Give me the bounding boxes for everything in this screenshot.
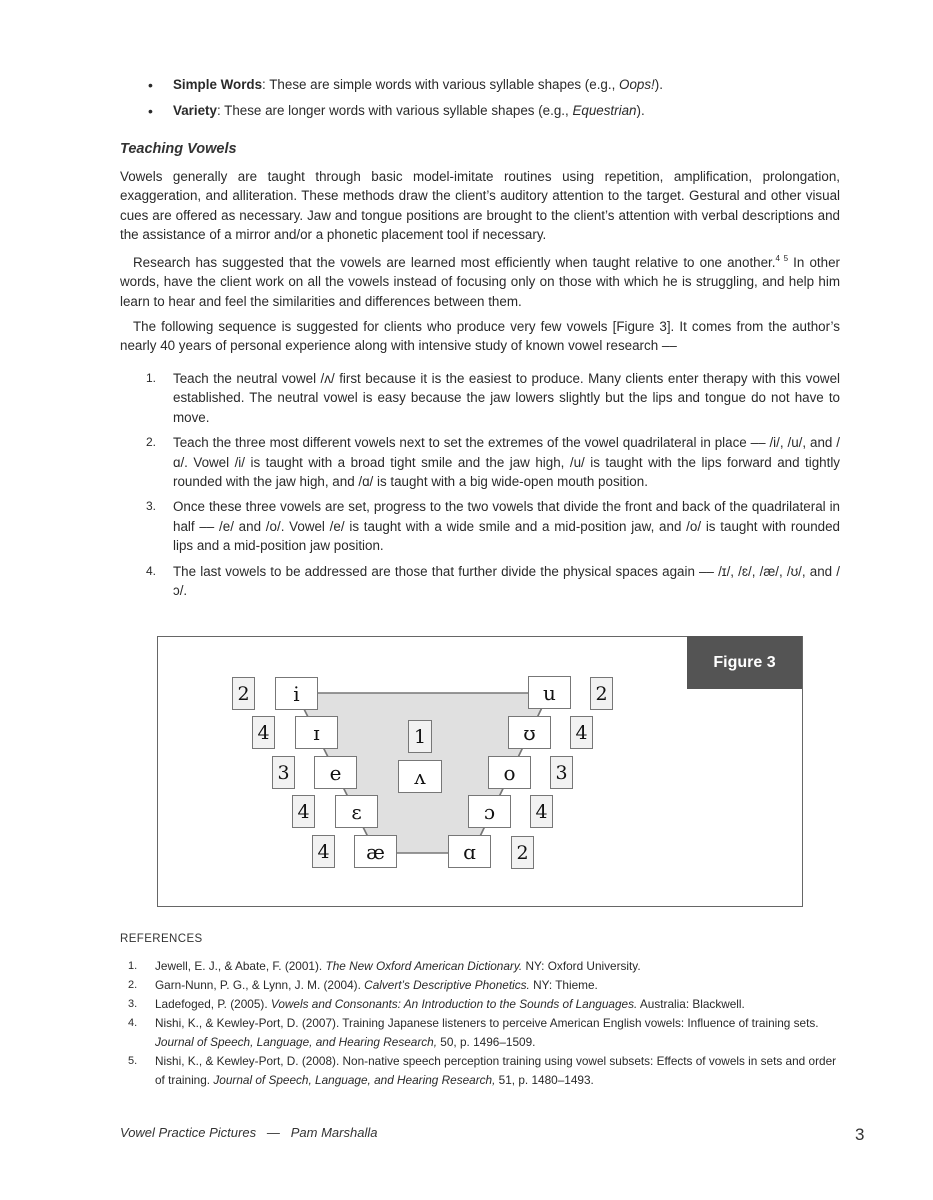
vowel-box-upsilon: ʊ <box>508 716 551 749</box>
reference-item: 4. Nishi, K., & Kewley-Port, D. (2007). Training Japanese listeners to perceive American English vowels: Influence of training sets. Journal of Speech, Language, and Hearing Research, 50, p. 1496–1509. <box>128 1016 819 1049</box>
bullet-item: • Variety: These are longer words with various syllable shapes (e.g., Equestrian). <box>148 103 645 119</box>
vowel-box-open-o: ɔ <box>468 795 511 828</box>
reference-item: 1. Jewell, E. J., & Abate, F. (2001). The New Oxford American Dictionary. NY: Oxford University. <box>128 959 641 973</box>
vowel-box-e: e <box>314 756 357 789</box>
vowel-box-ae: æ <box>354 835 397 868</box>
list-item: 4. The last vowels to be addressed are those that further divide the physical spaces again –– /ɪ/, /ɛ/, /æ/, /ʊ/, and /ɔ/. <box>146 563 840 599</box>
book-title: Vowel Practice Pictures <box>120 1125 257 1140</box>
order-badge: 1 <box>408 720 432 753</box>
section-heading: Teaching Vowels <box>120 141 237 157</box>
author-name: Pam Marshalla <box>290 1125 378 1140</box>
bullet-term: Variety <box>173 103 217 118</box>
order-badge: 4 <box>252 716 275 749</box>
references-list <box>128 957 843 1090</box>
vowel-box-u: u <box>528 676 571 709</box>
vowel-box-i: i <box>275 677 318 710</box>
list-item: 1. Teach the neutral vowel /ʌ/ first because it is the easiest to produce. Many clients enter therapy with this vowel established. The neutral vowel is easy because the jaw lowers slightly but the lips and tongue do not have to move. <box>146 371 840 425</box>
footnote-ref[interactable]: 4 5 <box>775 254 789 263</box>
order-badge: 4 <box>530 795 553 828</box>
reference-item: 5. Nishi, K., & Kewley-Port, D. (2008). Non-native speech perception training using vowel subsets: Effects of vowels in sets and order of training. Journal of Speech, Language, and Hearing Research, 51, p. 1480–1493. <box>128 1054 837 1087</box>
bullet-term: Simple Words <box>173 77 263 92</box>
bullet-dot-icon: • <box>148 103 153 119</box>
reference-item: 2. Garn-Nunn, P. G., & Lynn, J. M. (2004). Calvert’s Descriptive Phonetics. NY: Thieme. <box>128 978 598 992</box>
page-footer <box>120 1125 377 1140</box>
vowel-box-o: o <box>488 756 531 789</box>
paragraph: Research has suggested that the vowels are learned most efficiently when taught relative to one another.$^{4 5}$ In other words, have the client work on all the vowels instead of focusing only on those with which he is struggling, and help him learn to hear and feel the similarities and differences between them. <box>120 254 841 309</box>
vowel-box-wedge: ʌ <box>398 760 442 793</box>
list-item: 3. Once these three vowels are set, progress to the two vowels that divide the front and back of the quadrilateral in half –– /e/ and /o/. Vowel /e/ is taught with a wide smile and a mid-position jaw, and /o/ is taught with rounded lips and a mid-position jaw position. <box>146 499 840 554</box>
references-heading: REFERENCES <box>120 933 203 945</box>
order-badge: 3 <box>272 756 295 789</box>
page-number: 3 <box>855 1125 865 1144</box>
list-item: 2. Teach the three most different vowels next to set the extremes of the vowel quadrilateral in place –– /i/, /u/, and /ɑ/. Vowel /i/ is taught with a broad tight smile and the jaw high, /u/ is taught with the lips forward and tightly rounded with the jaw high, and /ɑ/ is taught with a big wide-open mouth position. <box>146 435 840 490</box>
order-badge: 4 <box>312 835 335 868</box>
order-badge: 4 <box>292 795 315 828</box>
vowel-box-small-capital-i: ɪ <box>295 716 338 749</box>
order-badge: 2 <box>511 836 534 869</box>
order-badge: 2 <box>232 677 255 710</box>
vowel-box-script-a: ɑ <box>448 835 491 868</box>
paragraph: The following sequence is suggested for clients who produce very few vowels [Figure 3]. It comes from the author’s nearly 40 years of personal experience along with intensive study of known vowel research –– <box>120 319 840 354</box>
footer-separator: — <box>266 1125 280 1140</box>
order-badge: 4 <box>570 716 593 749</box>
order-badge: 2 <box>590 677 613 710</box>
figure-label: Figure 3 <box>687 636 802 689</box>
paragraph: Vowels generally are taught through basic model-imitate routines using repetition, amplification, prolongation, exaggeration, and alliteration. These methods draw the client’s auditory attention to the target. Gestural and other visual cues are offered as necessary. Jaw and tongue positions are brought to the client’s attention with verbal descriptions and the assistance of a mirror and/or a phonetic placement tool if necessary. <box>120 169 840 243</box>
bullet-item: • Simple Words: These are simple words with various syllable shapes (e.g., Oops!). <box>148 77 663 93</box>
vowel-box-open-e: ɛ <box>335 795 378 828</box>
bullet-dot-icon: • <box>148 77 153 93</box>
order-badge: 3 <box>550 756 573 789</box>
reference-item: 3. Ladefoged, P. (2005). Vowels and Consonants: An Introduction to the Sounds of Languages. Australia: Blackwell. <box>128 997 745 1011</box>
